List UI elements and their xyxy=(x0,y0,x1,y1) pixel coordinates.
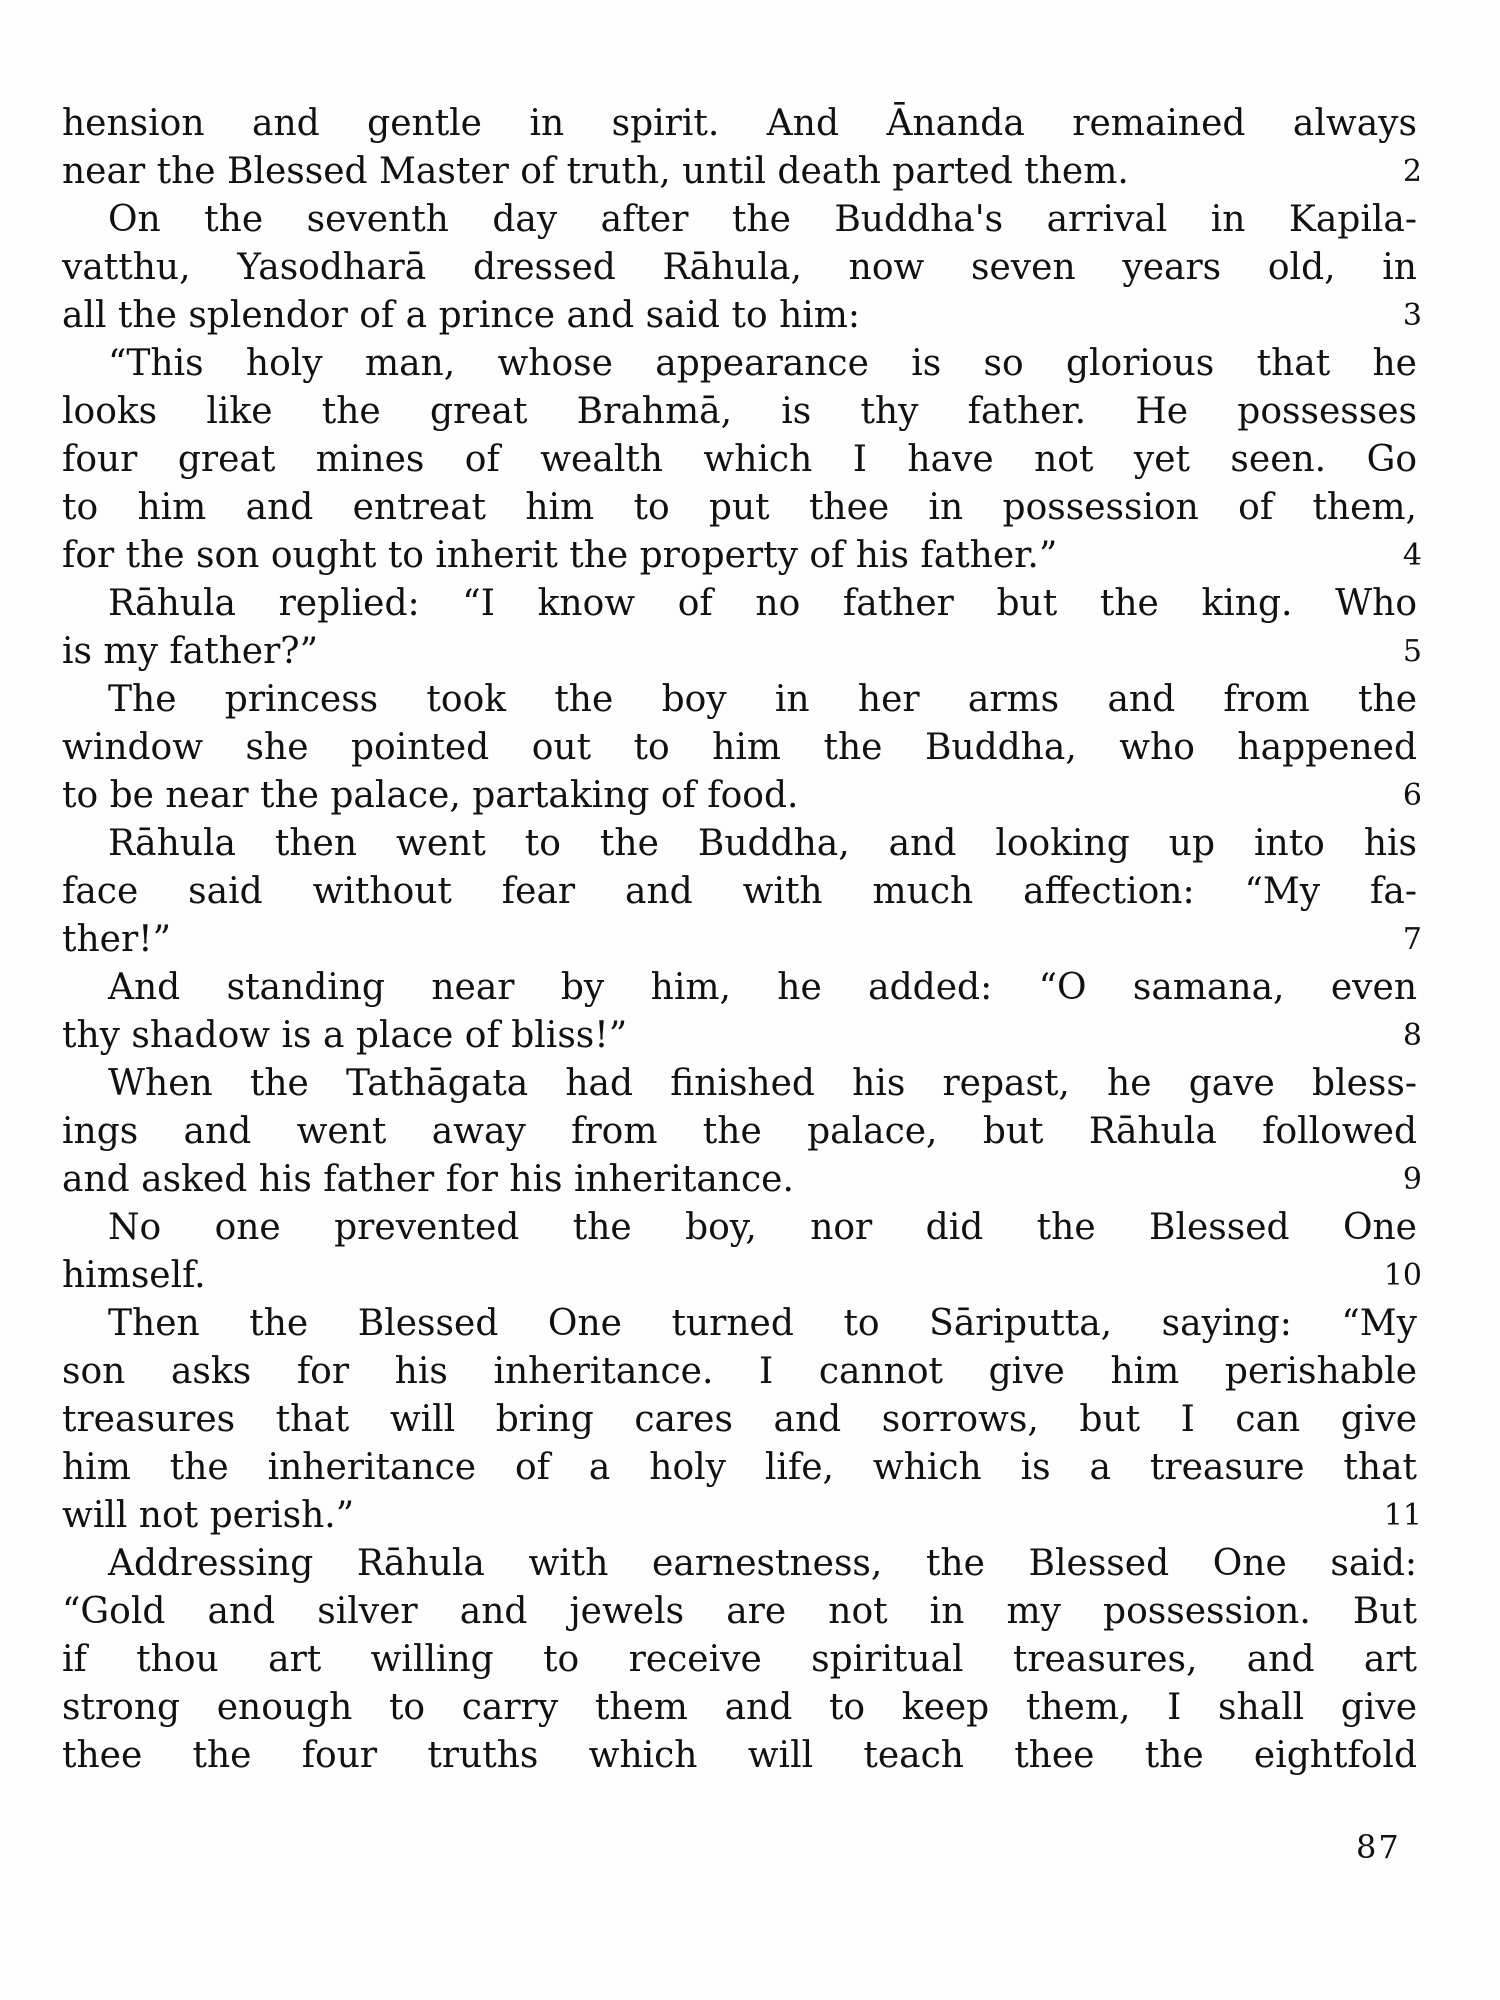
verse-number: 7 xyxy=(1402,922,1422,957)
text-line-content: for the son ought to inherit the property of his father.” xyxy=(62,535,1058,576)
text-line-content: ther!” xyxy=(62,919,172,960)
text-line-content: ings and went away from the palace, but Rāhula followed xyxy=(62,1111,1417,1152)
verse-number: 4 xyxy=(1402,538,1422,573)
text-line-content: will not perish.” xyxy=(62,1495,355,1536)
text-line-content: and asked his father for his inheritance. xyxy=(62,1159,794,1200)
text-line xyxy=(62,1108,1422,1156)
body-text xyxy=(62,100,1422,1780)
text-line xyxy=(62,148,1422,196)
text-line-content: all the splendor of a prince and said to him: xyxy=(62,295,861,336)
text-line xyxy=(62,340,1422,388)
text-line xyxy=(62,628,1422,676)
text-line xyxy=(62,484,1422,532)
text-line-content: Rāhula then went to the Buddha, and looking up into his xyxy=(108,823,1417,864)
text-line-content: Rāhula replied: “I know of no father but the king. Who xyxy=(108,583,1417,624)
verse-number: 10 xyxy=(1383,1258,1422,1293)
text-line-content: to him and entreat him to put thee in possession of them, xyxy=(62,487,1417,528)
text-line xyxy=(62,1012,1422,1060)
text-line-content: vatthu, Yasodharā dressed Rāhula, now seven years old, in xyxy=(62,247,1417,288)
verse-number: 11 xyxy=(1383,1498,1422,1533)
text-line xyxy=(62,820,1422,868)
text-line xyxy=(62,292,1422,340)
text-line-content: “Gold and silver and jewels are not in my possession. But xyxy=(62,1591,1417,1632)
text-line xyxy=(62,1684,1422,1732)
text-line xyxy=(62,580,1422,628)
text-line-content: himself. xyxy=(62,1255,206,1296)
text-line-content: face said without fear and with much affection: “My fa- xyxy=(62,871,1417,912)
text-line-content: Then the Blessed One turned to Sāriputta, saying: “My xyxy=(108,1303,1417,1344)
text-line xyxy=(62,1156,1422,1204)
text-line xyxy=(62,868,1422,916)
text-line xyxy=(62,388,1422,436)
verse-number: 2 xyxy=(1402,154,1422,189)
text-line xyxy=(62,244,1422,292)
text-line xyxy=(62,1636,1422,1684)
text-line-content: No one prevented the boy, nor did the Blessed One xyxy=(108,1207,1417,1248)
text-line-content: The princess took the boy in her arms and from the xyxy=(108,679,1417,720)
verse-number: 6 xyxy=(1402,778,1422,813)
text-line-content: And standing near by him, he added: “O samana, even xyxy=(108,967,1417,1008)
text-line xyxy=(62,1444,1422,1492)
text-line xyxy=(62,532,1422,580)
text-line xyxy=(62,1540,1422,1588)
text-line xyxy=(62,1252,1422,1300)
text-line xyxy=(62,916,1422,964)
text-line-content: four great mines of wealth which I have not yet seen. Go xyxy=(62,439,1417,480)
text-line xyxy=(62,1060,1422,1108)
text-line-content: him the inheritance of a holy life, which is a treasure that xyxy=(62,1447,1417,1488)
text-line-content: treasures that will bring cares and sorrows, but I can give xyxy=(62,1399,1417,1440)
text-line xyxy=(62,1396,1422,1444)
text-line xyxy=(62,1204,1422,1252)
text-line-content: When the Tathāgata had finished his repast, he gave bless- xyxy=(108,1063,1417,1104)
text-line xyxy=(62,1492,1422,1540)
text-line xyxy=(62,1300,1422,1348)
text-line-content: window she pointed out to him the Buddha, who happened xyxy=(62,727,1417,768)
text-line-content: to be near the palace, partaking of food. xyxy=(62,775,799,816)
text-line-content: near the Blessed Master of truth, until death parted them. xyxy=(62,151,1129,192)
text-line xyxy=(62,1348,1422,1396)
text-line xyxy=(62,964,1422,1012)
text-line xyxy=(62,436,1422,484)
verse-number: 5 xyxy=(1402,634,1422,669)
text-line xyxy=(62,676,1422,724)
page-number: 87 xyxy=(1356,1828,1401,1866)
verse-number: 9 xyxy=(1402,1162,1422,1197)
text-line xyxy=(62,772,1422,820)
verse-number: 8 xyxy=(1402,1018,1422,1053)
text-line-content: hension and gentle in spirit. And Ānanda remained always xyxy=(62,103,1417,144)
text-line xyxy=(62,724,1422,772)
text-line-content: On the seventh day after the Buddha's arrival in Kapila- xyxy=(108,199,1417,240)
text-line-content: Addressing Rāhula with earnestness, the Blessed One said: xyxy=(108,1543,1417,1584)
verse-number: 3 xyxy=(1402,298,1422,333)
text-line xyxy=(62,1588,1422,1636)
text-line-content: strong enough to carry them and to keep them, I shall give xyxy=(62,1687,1417,1728)
text-line-content: thee the four truths which will teach thee the eightfold xyxy=(62,1735,1417,1776)
text-line-content: son asks for his inheritance. I cannot give him perishable xyxy=(62,1351,1417,1392)
text-line-content: if thou art willing to receive spiritual treasures, and art xyxy=(62,1639,1417,1680)
text-line-content: is my father?” xyxy=(62,631,319,672)
text-line xyxy=(62,100,1422,148)
text-line xyxy=(62,1732,1422,1780)
text-line xyxy=(62,196,1422,244)
text-line-content: looks like the great Brahmā, is thy father. He possesses xyxy=(62,391,1417,432)
text-line-content: thy shadow is a place of bliss!” xyxy=(62,1015,628,1056)
text-line-content: “This holy man, whose appearance is so glorious that he xyxy=(108,343,1417,384)
